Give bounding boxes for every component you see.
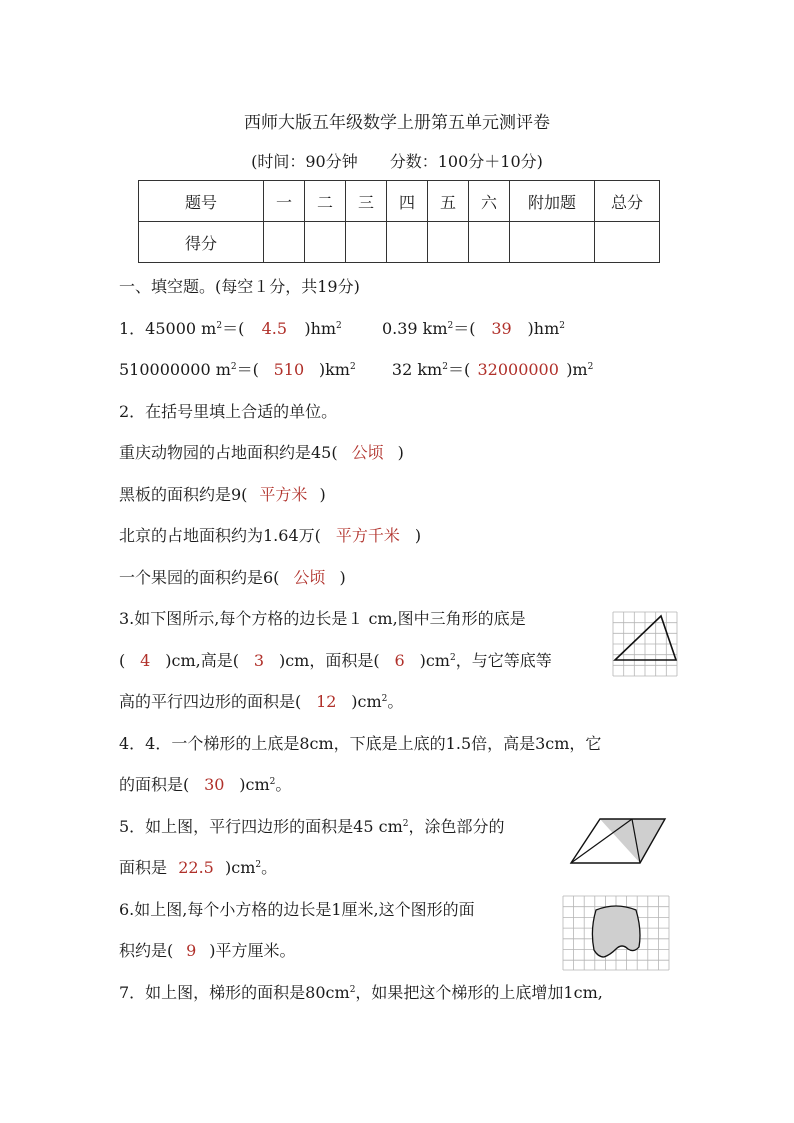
q2-text: 黑板的面积约是9(: [119, 485, 248, 504]
q5-text: )cm: [225, 858, 256, 877]
answer-q6: 9: [186, 941, 197, 960]
q4-text: 。: [275, 775, 292, 794]
q3-text: )cm: [351, 692, 382, 711]
squared-mark: 2: [381, 694, 388, 704]
squared-mark: 2: [587, 362, 594, 372]
answer-q1-c: 510: [273, 360, 305, 379]
answer-q2-4: 公顷: [293, 568, 326, 587]
score-header-cell: 一: [264, 181, 305, 222]
q5-text: 。: [261, 858, 278, 877]
q6-text: )平方厘米。: [209, 941, 296, 960]
q1-text: ＝(: [222, 319, 245, 338]
q1-text: 510000000 m: [119, 360, 231, 379]
q3-text: 高的平行四边形的面积是(: [119, 692, 302, 711]
squared-mark: 2: [349, 985, 356, 995]
section-heading: 一、填空题。(每空１分，共19分): [119, 277, 360, 296]
score-header-cell: 总分: [595, 181, 660, 222]
score-header-cell: 题号: [139, 181, 264, 222]
question-3-line-2: [119, 649, 552, 673]
q3-text: ，与它等底等: [455, 651, 552, 670]
squared-mark: 2: [449, 653, 456, 663]
q1-text: )hm: [304, 319, 337, 338]
question-5-line-2: [119, 856, 277, 880]
q1-text: )hm: [527, 319, 560, 338]
question-6-line-1: 6.如上图,每个小方格的边长是1厘米,这个图形的面: [119, 900, 475, 919]
score-header-cell: 附加题: [510, 181, 595, 222]
answer-q1-d: 32000000: [477, 360, 559, 379]
question-3-line-1: 3.如下图所示,每个方格的边长是１ cm,图中三角形的底是: [119, 609, 526, 628]
answer-q2-3: 平方千米: [335, 526, 400, 545]
q6-text: 积约是(: [119, 941, 174, 960]
score-cell[interactable]: [264, 222, 305, 263]
score-cell[interactable]: [305, 222, 346, 263]
q2-text: 一个果园的面积约是6(: [119, 568, 280, 587]
q3-text: )cm,高是(: [165, 651, 239, 670]
score-header-cell: 二: [305, 181, 346, 222]
q3-text: )cm，面积是(: [278, 651, 380, 670]
q5-text: 面积是: [119, 858, 168, 877]
q2-text: ): [414, 526, 422, 545]
q2-text: 北京的占地面积约为1.64万(: [119, 526, 321, 545]
squared-mark: 2: [269, 777, 276, 787]
q1-text: 32 km: [391, 360, 443, 379]
score-header-cell: 五: [428, 181, 469, 222]
score-cell[interactable]: [595, 222, 660, 263]
score-table-score-row: [139, 222, 660, 263]
question-2-line-3: [119, 524, 421, 548]
question-7-line-1: [119, 981, 603, 1005]
answer-q3-area: 6: [394, 651, 405, 670]
squared-mark: 2: [230, 362, 237, 372]
q3-text: )cm: [419, 651, 450, 670]
squared-mark: 2: [559, 321, 565, 331]
question-4-line-1: 4．4．一个梯形的上底是8cm，下底是上底的1.5倍，高是3cm，它: [119, 734, 602, 753]
q1-text: ＝(: [453, 319, 476, 338]
score-table-header-row: [139, 181, 660, 222]
answer-q3-height: 3: [253, 651, 265, 670]
question-4-line-2: [119, 773, 291, 797]
squared-mark: 2: [442, 362, 448, 372]
q2-text: 重庆动物园的占地面积约是45(: [119, 443, 338, 462]
question-1-line-2: [119, 358, 593, 382]
score-header-cell: 三: [346, 181, 387, 222]
score-cell[interactable]: [510, 222, 595, 263]
answer-q1-a: 4.5: [261, 319, 288, 338]
parallelogram-figure: [568, 816, 668, 866]
page-title: 西师大版五年级数学上册第五单元测评卷: [244, 113, 550, 133]
q5-text: ，涂色部分的: [408, 817, 505, 836]
q3-text: (: [119, 651, 126, 670]
answer-q2-1: 公顷: [351, 443, 384, 462]
q1-text: 1．45000 m: [119, 319, 217, 338]
q3-text: 。: [387, 692, 404, 711]
score-row-label: 得分: [139, 222, 264, 263]
question-5-line-1: [119, 815, 505, 839]
score-cell[interactable]: [428, 222, 469, 263]
q5-text: 5．如上图，平行四边形的面积是45 cm: [119, 817, 403, 836]
q7-text: ，如果把这个梯形的上底增加1cm,: [355, 983, 603, 1002]
irregular-shape-grid-figure: [562, 895, 670, 971]
question-1-line-1: [119, 317, 565, 341]
question-3-line-3: [119, 690, 403, 714]
answer-q1-b: 39: [491, 319, 512, 338]
triangle-grid-figure: [612, 611, 678, 677]
q7-text: 7．如上图，梯形的面积是80cm: [119, 983, 350, 1002]
q2-text: ): [339, 568, 346, 587]
answer-q4: 30: [204, 775, 225, 794]
q2-text: ): [319, 485, 326, 504]
answer-q3-base: 4: [140, 651, 151, 670]
question-2-line-4: [119, 566, 346, 590]
q1-text: 0.39 km: [381, 319, 448, 338]
score-header-cell: 六: [469, 181, 510, 222]
squared-mark: 2: [336, 321, 342, 331]
q1-text: )m: [566, 360, 588, 379]
question-2-heading: 2．在括号里填上合适的单位。: [119, 402, 338, 421]
question-2-line-1: [119, 441, 404, 465]
score-header-cell: 四: [387, 181, 428, 222]
q1-text: ＝(: [447, 360, 471, 379]
squared-mark: 2: [255, 860, 262, 870]
score-table: [138, 180, 660, 263]
score-cell[interactable]: [469, 222, 510, 263]
squared-mark: 2: [402, 819, 409, 829]
q1-text: ＝(: [236, 360, 259, 379]
squared-mark: 2: [216, 321, 223, 331]
grid-lines: [613, 612, 677, 676]
page-subtitle: (时间：90分钟 分数：100分＋10分): [251, 152, 543, 171]
score-cell[interactable]: [346, 222, 387, 263]
squared-mark: 2: [447, 321, 454, 331]
question-2-line-2: [119, 483, 326, 507]
q4-text: )cm: [239, 775, 270, 794]
score-cell[interactable]: [387, 222, 428, 263]
answer-q2-2: 平方米: [259, 485, 308, 504]
q4-text: 的面积是(: [119, 775, 190, 794]
irregular-shape: [592, 906, 640, 957]
answer-q3-parallelogram: 12: [316, 692, 337, 711]
question-6-line-2: [119, 939, 296, 963]
q1-text: )km: [318, 360, 350, 379]
squared-mark: 2: [349, 362, 356, 372]
answer-q5: 22.5: [178, 858, 214, 877]
q2-text: ): [397, 443, 404, 462]
